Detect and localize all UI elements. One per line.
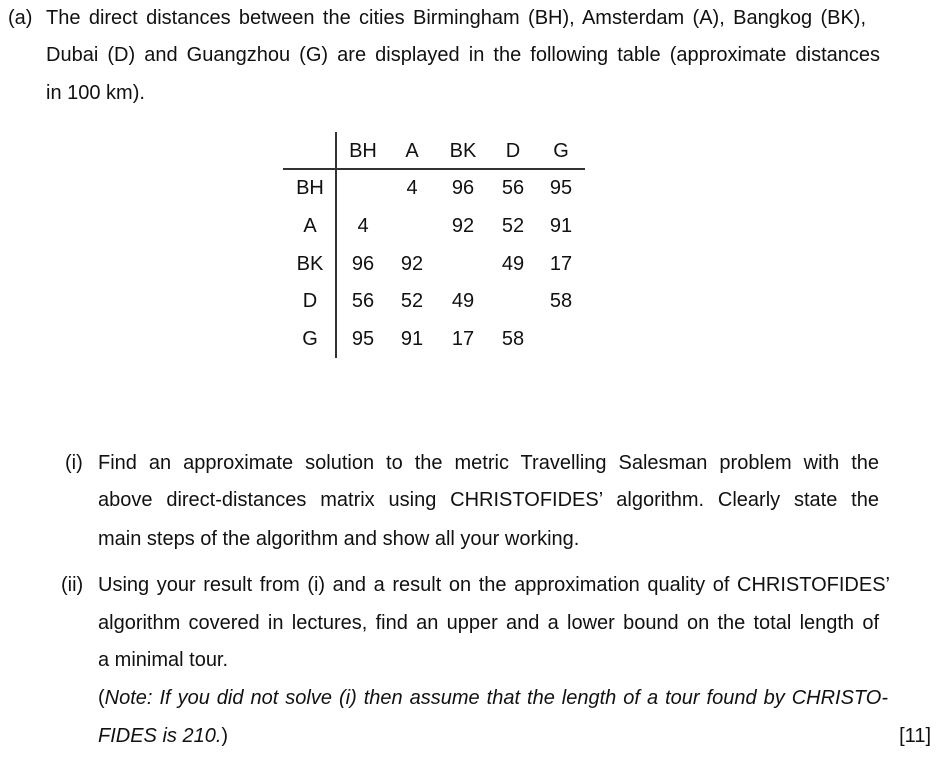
part-i-line-3: main steps of the algorithm and show all your working. [98, 528, 580, 550]
table-cell: 56 [351, 290, 375, 312]
row-header: BH [296, 177, 324, 199]
table-cell: 17 [549, 253, 573, 275]
part-i-label: (i) [65, 452, 83, 474]
table-cell: 91 [400, 328, 424, 350]
table-cell: 56 [501, 177, 525, 199]
note-line-2 [98, 724, 228, 748]
table-cell: 52 [400, 290, 424, 312]
part-i-line-1: Find an approximate solution to the metric Travelling Salesman problem with the [98, 452, 879, 474]
note-text-2: FIDES is 210. [98, 725, 222, 747]
table-cell: 49 [501, 253, 525, 275]
table-vertical-rule [335, 132, 337, 358]
table-cell: 17 [451, 328, 475, 350]
part-ii-line-1: Using your result from (i) and a result on the approximation quality of CHRISTOFIDES’ [98, 574, 890, 596]
part-a-label: (a) [8, 7, 33, 29]
table-cell: 58 [549, 290, 573, 312]
col-header: G [553, 140, 569, 162]
table-cell: 95 [351, 328, 375, 350]
part-a-line-2: Dubai (D) and Guangzhou (G) are displayed in the following table (approximate distances [46, 44, 880, 66]
note-close-paren: ) [221, 725, 229, 747]
table-cell: 95 [549, 177, 573, 199]
table-horizontal-rule [283, 168, 585, 170]
part-a-line-3: in 100 km). [46, 82, 145, 104]
row-header: G [302, 328, 318, 350]
table-cell: 49 [451, 290, 475, 312]
col-header: BK [449, 140, 477, 162]
row-header: D [302, 290, 318, 312]
table-cell: 58 [501, 328, 525, 350]
table-cell: 52 [501, 215, 525, 237]
table-cell: 96 [351, 253, 375, 275]
table-cell: 96 [451, 177, 475, 199]
row-header: BK [296, 253, 324, 275]
part-a-line-1: The direct distances between the cities Birmingham (BH), Amsterdam (A), Bangkog (BK), [46, 7, 866, 29]
note-line-1 [98, 686, 888, 710]
part-ii-line-3: a minimal tour. [98, 649, 229, 671]
note-open-paren: ( [98, 687, 105, 709]
table-cell: 92 [451, 215, 475, 237]
part-ii-label: (ii) [61, 574, 84, 596]
col-header: A [405, 140, 419, 162]
table-cell: 4 [406, 177, 418, 199]
col-header: D [505, 140, 521, 162]
part-i-line-2: above direct-distances matrix using CHRISTOFIDES’ algorithm. Clearly state the [98, 489, 879, 511]
part-ii-line-2: algorithm covered in lectures, find an upper and a lower bound on the total length of [98, 612, 879, 634]
table-cell: 92 [400, 253, 424, 275]
marks: [11] [899, 725, 931, 747]
col-header: BH [349, 140, 377, 162]
note-text-1: Note: If you did not solve (i) then assume that the length of a tour found by CHRISTO- [104, 687, 888, 709]
table-cell: 91 [549, 215, 573, 237]
row-header: A [303, 215, 317, 237]
table-cell: 4 [357, 215, 369, 237]
